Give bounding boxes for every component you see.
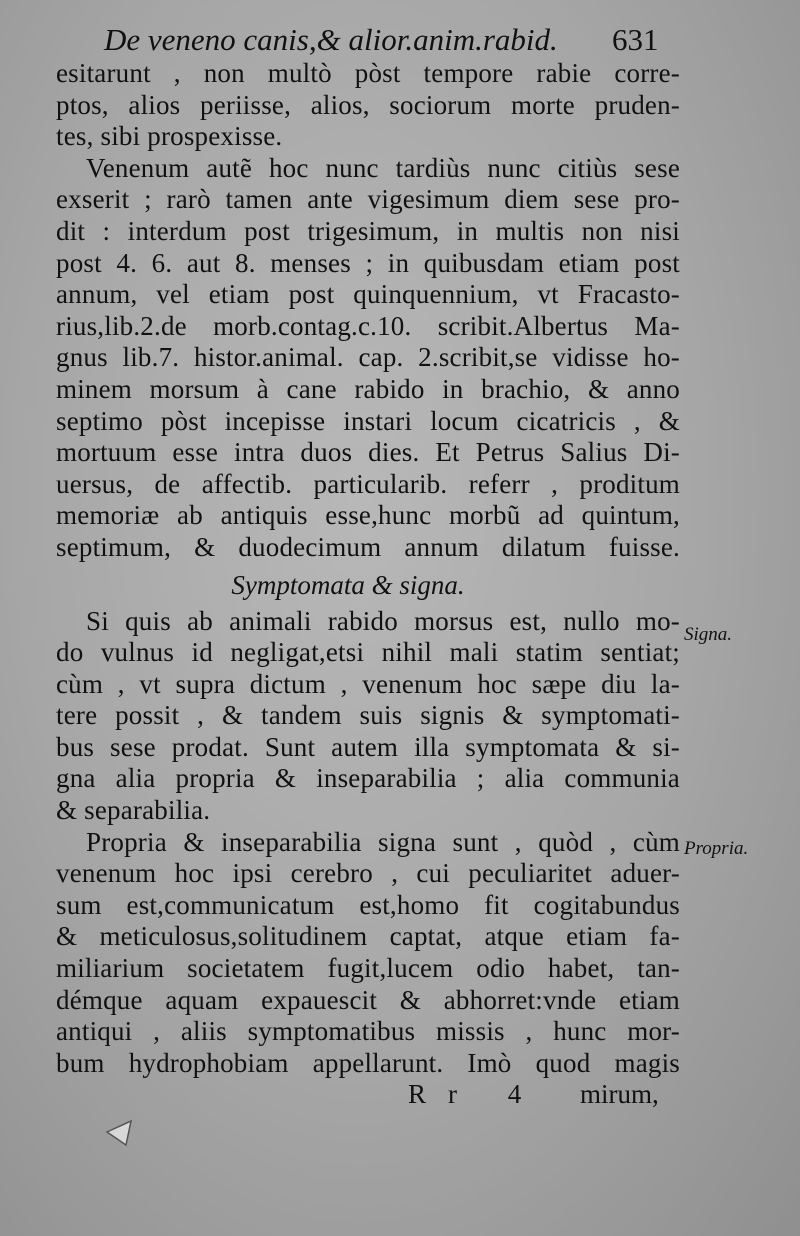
text-line: rius,lib.2.de morb.contag.c.10. scribit.Albertus Ma- bbox=[56, 310, 680, 341]
text-line: dit : interdum post trigesimum, in multis non nisi bbox=[56, 215, 680, 246]
text-line: uersus, de affectib. particularib. referr , proditum bbox=[56, 468, 680, 499]
text-line: bum hydrophobiam appellarunt. Imò quod magis bbox=[56, 1047, 680, 1078]
catchword: mirum, bbox=[580, 1079, 659, 1109]
text-line: gnus lib.7. histor.animal. cap. 2.scribit,se vidisse ho- bbox=[56, 342, 680, 373]
text-line: post 4. 6. aut 8. menses ; in quibusdam etiam post bbox=[56, 247, 680, 278]
text-line: exserit ; rarò tamen ante vigesimum diem sese pro- bbox=[56, 184, 680, 215]
paper-fold-mark bbox=[104, 1118, 134, 1148]
text-line: mortuum esse intra duos dies. Et Petrus Salius Di- bbox=[56, 437, 680, 468]
page-number: 631 bbox=[612, 22, 659, 57]
text-line: & separabilia. bbox=[56, 795, 211, 826]
text-line: Si quis ab animali rabido morsus est, nullo mo- bbox=[86, 605, 680, 636]
text-line: memoriæ ab antiquis esse,hunc morbũ ad quintum, bbox=[56, 500, 680, 531]
text-line: annum, vel etiam post quinquennium, vt Fracasto- bbox=[56, 279, 680, 310]
text-line: Venenum autẽ hoc nunc tardiùs nunc citiùs sese bbox=[86, 152, 680, 183]
text-line: venenum hoc ipsi cerebro , cui peculiaritet aduer- bbox=[56, 858, 680, 889]
text-line: tere possit , & tandem suis signis & symptomati- bbox=[56, 700, 680, 731]
text-line: miliarium societatem fugit,lucem odio habet, tan- bbox=[56, 953, 680, 984]
text-line: do vulnus id negligat,etsi nihil mali statim sentiat; bbox=[56, 637, 680, 668]
signature-mark: Rr 4 bbox=[408, 1079, 544, 1109]
text-line: esitarunt , non multò pòst tempore rabie corre- bbox=[56, 58, 680, 88]
text-line: septimum, & duodecimum annum dilatum fuisse. bbox=[56, 531, 680, 562]
section-heading: Symptomata & signa. bbox=[231, 569, 465, 600]
text-line: tes, sibi prospexisse. bbox=[56, 121, 283, 152]
text-body bbox=[56, 58, 680, 1079]
text-line: Propria & inseparabilia signa sunt , quòd , cùm bbox=[86, 826, 680, 857]
margin-note-propria: Propria. bbox=[684, 838, 749, 859]
text-line: & meticulosus,solitudinem captat, atque etiam fa- bbox=[56, 921, 680, 952]
text-line: cùm , vt supra dictum , venenum hoc sæpe diu la- bbox=[56, 668, 680, 699]
text-line: bus sese prodat. Sunt autem illa symptomata & si- bbox=[56, 731, 680, 762]
margin-note-signa: Signa. bbox=[684, 624, 733, 645]
text-line: antiqui , aliis symptomatibus missis , hunc mor- bbox=[56, 1016, 680, 1047]
text-line: sum est,communicatum est,homo fit cogitabundus bbox=[56, 889, 680, 920]
running-header bbox=[104, 22, 684, 58]
text-line: ptos, alios periisse, alios, sociorum morte pruden- bbox=[56, 89, 680, 120]
text-line: gna alia propria & inseparabilia ; alia communia bbox=[56, 763, 680, 794]
running-title: De veneno canis,& alior.anim.rabid. bbox=[104, 22, 558, 57]
text-line: démque aquam expauescit & abhorret:vnde etiam bbox=[56, 984, 680, 1015]
text-line: septimo pòst incepisse instari locum cicatricis , & bbox=[56, 405, 680, 436]
text-line: minem morsum à cane rabido in brachio, & anno bbox=[56, 373, 680, 404]
